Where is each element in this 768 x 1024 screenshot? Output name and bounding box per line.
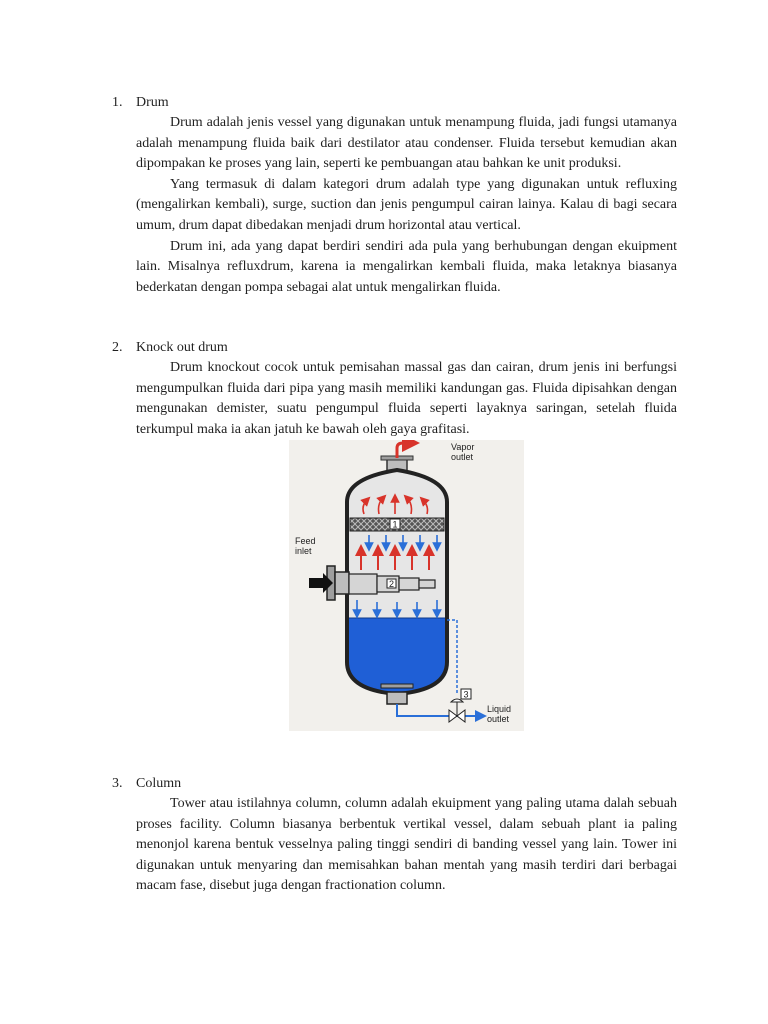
liquid-outlet-line — [397, 704, 481, 716]
paragraph: Drum knockout cocok untuk pemisahan massal gas dan cairan, drum jenis ini berfungsi mengumpulkan fluida dari pipa yang masih memiliki kandungan gas. Fluida dipisahkan dengan mengunakan demister, suatu pengumpul fluida seperti layaknya saringan, setelah fluida terkumpul maka ia akan jatuh ke bawah oleh gaya grafitasi. — [136, 360, 677, 437]
section-title: Drum — [136, 95, 169, 110]
marker-2-label: 2 — [388, 579, 395, 589]
paragraph: Tower atau istilahnya column, column adalah ekuipment yang paling utama dalah sebuah proses facility. Column biasanya berbentuk vertikal vessel, dalam sebuah plant ia paling menonjol karena bentuk vesselnya paling tinggi sendiri di banding vessel yang lain. Tower ini digunakan untuk menyaring dan memisahkan bahan mentah yang masih terdiri dari berbagai macam fase, disebut juga dengan fractionation column. — [136, 796, 677, 894]
marker-1-label: 1 — [392, 519, 398, 530]
paragraph: Drum adalah jenis vessel yang digunakan untuk menampung fluida, jadi fungsi utamanya adalah menampung fluida baik dari destilator atau condenser. Fluida tersebut kemudian akan dipompakan ke proses yang lain, seperti ke pembuangan atau bahkan ke unit produksi. — [136, 115, 677, 172]
section-title: Column — [136, 776, 182, 791]
feed-inlet-label-line1: Feed — [295, 536, 316, 546]
section-body — [136, 794, 677, 897]
liquid-outlet-label-line1: Liquid — [487, 704, 512, 714]
feed-inlet-label-line2: inlet — [295, 546, 312, 556]
section-heading — [112, 339, 228, 357]
vapor-outlet-label-line1: Vapor — [451, 442, 475, 452]
section-number: 2. — [112, 340, 123, 355]
marker-3-label: 3 — [463, 689, 469, 700]
section-title: Knock out drum — [136, 340, 228, 355]
section-number: 3. — [112, 776, 123, 791]
section-heading — [112, 94, 169, 112]
knockout-drum-diagram — [289, 440, 524, 731]
section-body — [136, 113, 677, 298]
liquid-outlet-label-line2: outlet — [487, 714, 510, 724]
paragraph: Drum ini, ada yang dapat berdiri sendiri ada pula yang berhubungan dengan ekuipment lain. Misalnya refluxdrum, karena ia mengalirkan kembali fluida, maka letaknya biasanya bederkatan dengan pompa sebagai alat untuk mengalirkan fluida. — [136, 238, 677, 295]
control-valve-icon — [449, 699, 465, 722]
section-body — [136, 358, 677, 440]
section-number: 1. — [112, 95, 123, 110]
paragraph: Yang termasuk di dalam kategori drum adalah type yang digunakan untuk refluxing (mengalirkan kembali), surge, suction dan jenis pengumpul cairan lainya. Kalau di bagi secara umum, drum dapat dibedakan menjadi drum horizontal atau vertical. — [136, 176, 677, 233]
vapor-outlet-label-line2: outlet — [451, 452, 474, 462]
section-heading — [112, 775, 181, 793]
